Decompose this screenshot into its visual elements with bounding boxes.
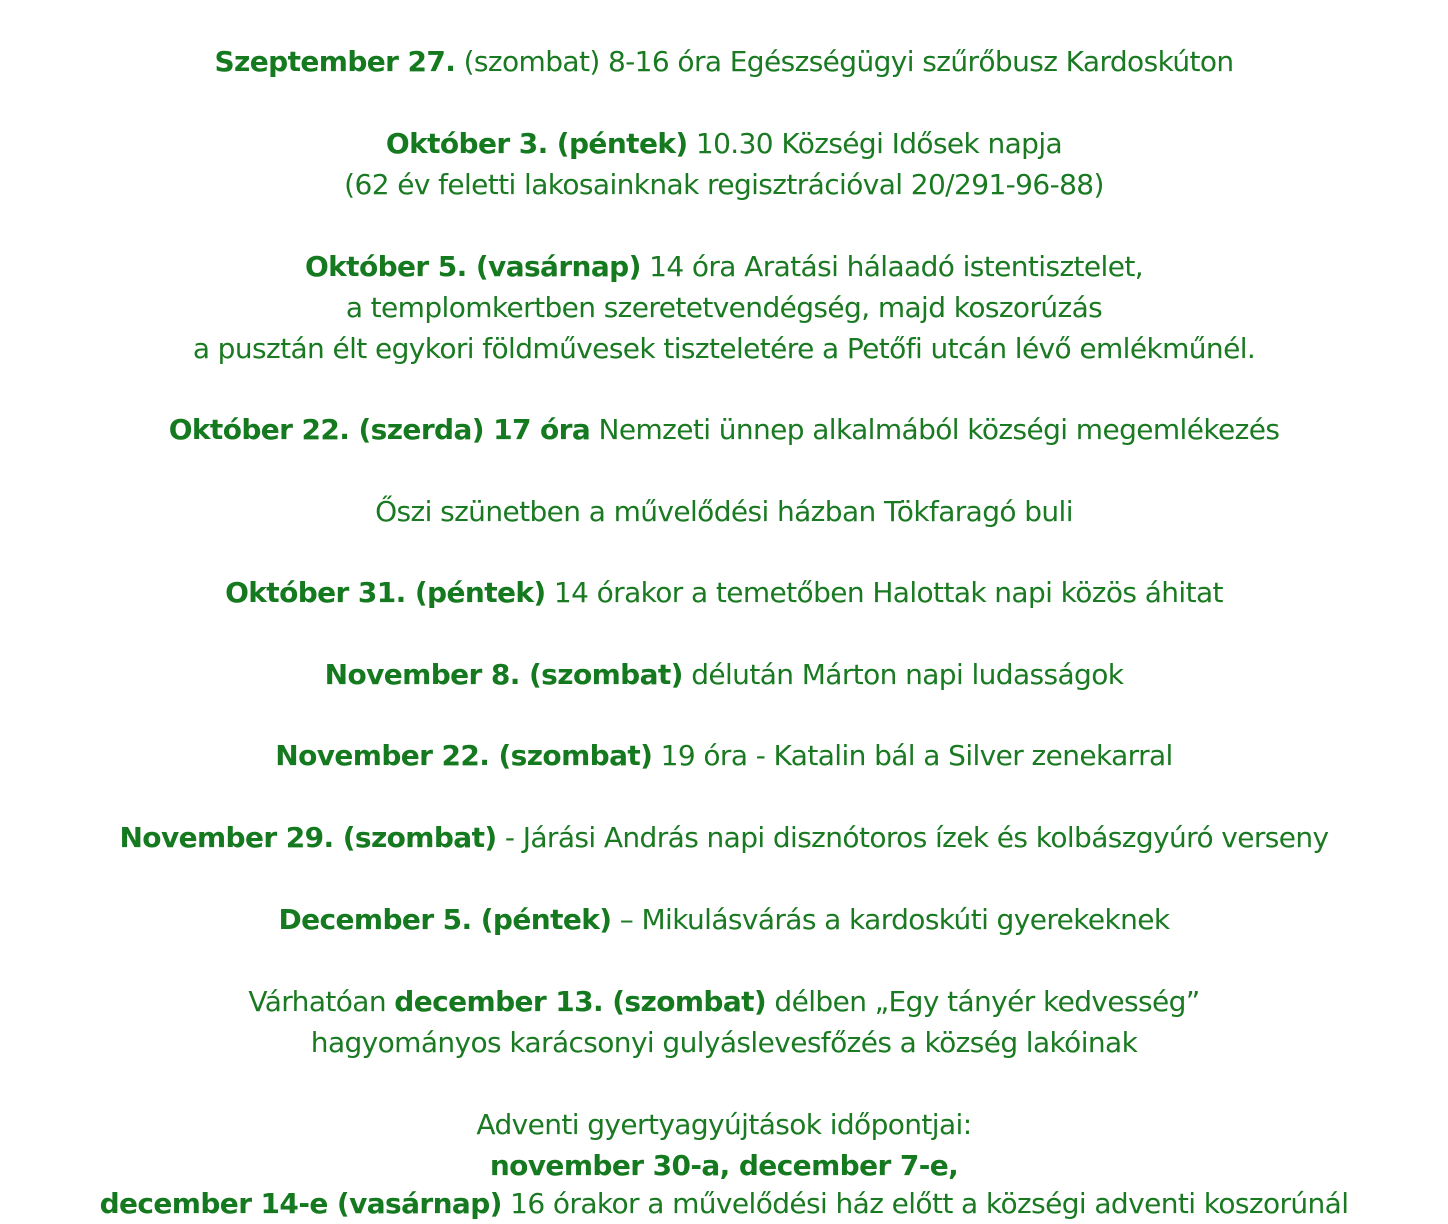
event-description: 16 órakor a művelődési ház előtt a községi adventi koszorúnál [501,1187,1349,1220]
event-date: Október 31. (péntek) [225,576,546,609]
event-date: november 30-a, december 7-e, [489,1149,959,1182]
event-line-nov-29 [0,818,1448,858]
event-description: (62 év feletti lakosainknak regisztrációval 20/291-96-88) [344,168,1104,201]
event-line-oct-22 [0,410,1448,450]
event-description: Nemzeti ünnep alkalmából községi megemlékezés [590,413,1280,446]
event-date: December 5. (péntek) [278,903,612,936]
event-description: délután Márton napi ludasságok [682,658,1124,691]
event-date: November 8. (szombat) [324,658,683,691]
event-line-oct-3 [0,124,1448,164]
event-line-advent-heading [0,1105,1448,1145]
event-line-dec-13 [0,982,1448,1022]
event-description: - Járási András napi disznótoros ízek és kolbászgyúró verseny [496,821,1329,854]
event-description: 14 óra Aratási hálaadó istentisztelet, [640,250,1144,283]
event-date: Szeptember 27. [214,45,456,78]
event-line-oct-5-detail-2 [0,329,1448,369]
event-description: délben „Egy tányér kedvesség” [766,985,1200,1018]
event-description: Adventi gyertyagyújtások időpontjai: [476,1108,972,1141]
event-description: a templomkertben szeretetvendégség, majd koszorúzás [345,291,1103,324]
event-date: November 22. (szombat) [275,739,653,772]
event-date: december 14-e (vasárnap) [99,1187,502,1220]
event-line-oct-5 [0,247,1448,287]
event-line-advent-dates-1 [0,1146,1448,1186]
event-description: 14 órakor a temetőben Halottak napi közös áhitat [545,576,1223,609]
event-line-autumn-break [0,492,1448,532]
event-date: december 13. (szombat) [394,985,767,1018]
event-line-nov-22 [0,736,1448,776]
event-description: 10.30 Községi Idősek napja [687,127,1063,160]
event-line-nov-8 [0,655,1448,695]
event-description: 19 óra - Katalin bál a Silver zenekarral [652,739,1173,772]
event-line-dec-13-detail [0,1023,1448,1063]
event-line-oct-5-detail-1 [0,288,1448,328]
event-description: – Mikulásvárás a kardoskúti gyerekeknek [611,903,1170,936]
event-line-oct-31 [0,573,1448,613]
event-line-oct-3-detail [0,165,1448,205]
event-description: (szombat) 8-16 óra Egészségügyi szűrőbusz Kardoskúton [455,45,1234,78]
event-date: Október 5. (vasárnap) [304,250,641,283]
event-date: November 29. (szombat) [119,821,497,854]
event-line-sept-27 [0,42,1448,82]
event-description: hagyományos karácsonyi gulyáslevesfőzés a község lakóinak [310,1026,1138,1059]
event-description: Őszi szünetben a művelődési házban Tökfaragó buli [375,495,1073,528]
event-line-advent-dates-2 [0,1184,1448,1224]
event-prefix: Várhatóan [248,985,395,1018]
event-description: a pusztán élt egykori földművesek tiszteletére a Petőfi utcán lévő emlékműnél. [192,332,1256,365]
event-date: Október 3. (péntek) [385,127,688,160]
event-line-dec-5 [0,900,1448,940]
event-date: Október 22. (szerda) 17 óra [168,413,591,446]
